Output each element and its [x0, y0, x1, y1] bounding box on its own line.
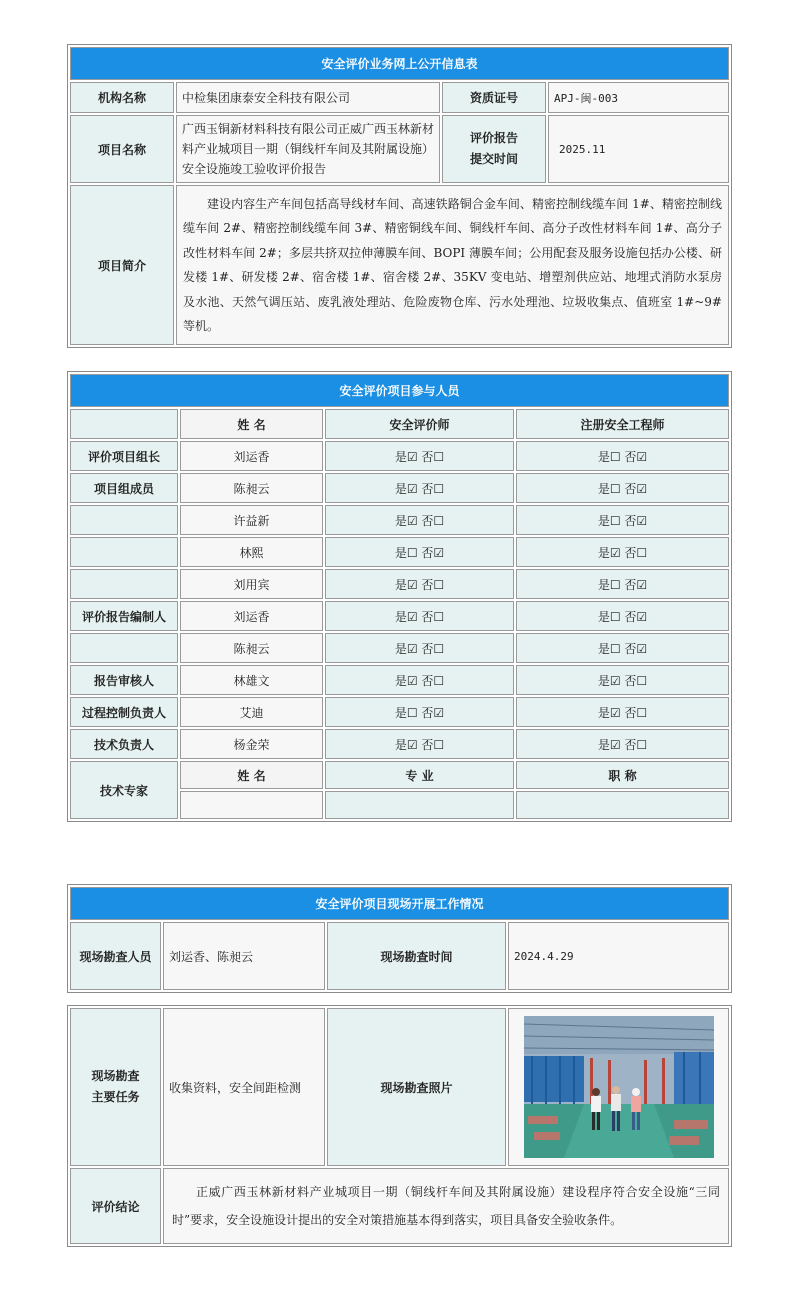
assessor-checkbox-cell: 是☐ 否☑: [325, 537, 514, 567]
personnel-row: [70, 665, 729, 695]
name-cell: 林雄文: [180, 665, 323, 695]
report-time-label-line2: 提交时间: [469, 152, 518, 166]
site-photo: [524, 1016, 714, 1158]
expert-col-major: 专 业: [325, 761, 514, 789]
assessor-checkbox-cell: 是☑ 否☐: [325, 633, 514, 663]
conclusion-label: 评价结论: [70, 1168, 161, 1244]
task-label-line2: 主要任务: [91, 1090, 140, 1104]
survey-time-label: 现场勘查时间: [327, 922, 506, 990]
assessor-checkbox-cell: 是☑ 否☐: [325, 505, 514, 535]
intro-label: 项目简介: [70, 185, 174, 345]
assessor-checkbox-cell: 是☑ 否☐: [325, 665, 514, 695]
name-cell: 杨金荣: [180, 729, 323, 759]
personnel-table: [67, 371, 732, 822]
role-cell: 报告审核人: [70, 665, 178, 695]
name-cell: 刘用宾: [180, 569, 323, 599]
expert-major-cell: [325, 791, 514, 819]
role-cell: 评价项目组长: [70, 441, 178, 471]
expert-label: 技术专家: [70, 761, 178, 819]
cert-label: 资质证号: [442, 82, 546, 113]
personnel-row: [70, 441, 729, 471]
engineer-checkbox-cell: 是☐ 否☑: [516, 569, 729, 599]
cert-value: APJ-闽-003: [548, 82, 729, 113]
role-cell: [70, 569, 178, 599]
personnel-corner-cell: [70, 409, 178, 439]
name-cell: 刘运香: [180, 601, 323, 631]
expert-name-cell: [180, 791, 323, 819]
expert-title-cell: [516, 791, 729, 819]
survey-time-value: 2024.4.29: [508, 922, 729, 990]
name-cell: 许益新: [180, 505, 323, 535]
engineer-checkbox-cell: 是☐ 否☑: [516, 441, 729, 471]
col-engineer-header: 注册安全工程师: [516, 409, 729, 439]
personnel-row: [70, 633, 729, 663]
assessor-checkbox-cell: 是☐ 否☑: [325, 697, 514, 727]
public-info-title: 安全评价业务网上公开信息表: [70, 47, 729, 80]
personnel-row: [70, 729, 729, 759]
col-assessor-header: 安全评价师: [325, 409, 514, 439]
role-cell: 过程控制负责人: [70, 697, 178, 727]
engineer-checkbox-cell: 是☐ 否☑: [516, 505, 729, 535]
report-time-label-line1: 评价报告: [469, 131, 518, 145]
task-label-line1: 现场勘查: [91, 1069, 140, 1083]
expert-col-title: 职 称: [516, 761, 729, 789]
personnel-row: [70, 569, 729, 599]
site-work-table: [67, 884, 732, 993]
engineer-checkbox-cell: 是☑ 否☐: [516, 729, 729, 759]
org-label: 机构名称: [70, 82, 174, 113]
engineer-checkbox-cell: 是☐ 否☑: [516, 601, 729, 631]
col-name-header: 姓 名: [180, 409, 323, 439]
engineer-checkbox-cell: 是☐ 否☑: [516, 633, 729, 663]
role-cell: [70, 537, 178, 567]
assessor-checkbox-cell: 是☑ 否☐: [325, 441, 514, 471]
engineer-checkbox-cell: 是☐ 否☑: [516, 473, 729, 503]
surveyors-label: 现场勘查人员: [70, 922, 161, 990]
personnel-row: [70, 473, 729, 503]
assessor-checkbox-cell: 是☑ 否☐: [325, 729, 514, 759]
conclusion-value: 正威广西玉林新材料产业城项目一期（铜线杆车间及其附属设施）建设程序符合安全设施“三同时”要求，安全设施设计提出的安全对策措施基本得到落实，项目具备安全验收条件。: [163, 1168, 729, 1244]
assessor-checkbox-cell: 是☑ 否☐: [325, 601, 514, 631]
project-value: 广西玉铜新材料科技有限公司正威广西玉林新材料产业城项目一期（铜线杆车间及其附属设施）安全设施竣工验收评价报告: [176, 115, 440, 183]
personnel-row: [70, 601, 729, 631]
intro-value: 建设内容生产车间包括高导线材车间、高速铁路铜合金车间、精密控制线缆车间 1#、精密控制线缆车间 2#、精密控制线缆车间 3#、精密铜线车间、铜线杆车间、高分子改性材料车间 1#、高分子改性材料车间 2#；多层共挤双拉伸薄膜车间、BOPI 薄膜车间；公用配套及服务设施包括办公楼、研发楼 1#、研发楼 2#、宿舍楼 1#、宿舍楼 2#、35KV 变电站、增塑剂供应站、地埋式消防水泵房及水池、天然气调压站、废乳液处理站、危险废物仓库、污水处理池、垃圾收集点、值班室 1#~9#等机。: [176, 185, 729, 345]
project-label: 项目名称: [70, 115, 174, 183]
report-time-label: [442, 115, 546, 183]
task-label: [70, 1008, 161, 1166]
role-cell: 项目组成员: [70, 473, 178, 503]
photo-label: 现场勘查照片: [327, 1008, 506, 1166]
name-cell: 刘运香: [180, 441, 323, 471]
name-cell: 陈昶云: [180, 473, 323, 503]
name-cell: 艾迪: [180, 697, 323, 727]
assessor-checkbox-cell: 是☑ 否☐: [325, 473, 514, 503]
engineer-checkbox-cell: 是☑ 否☐: [516, 697, 729, 727]
role-cell: [70, 505, 178, 535]
personnel-row: [70, 537, 729, 567]
personnel-row: [70, 697, 729, 727]
engineer-checkbox-cell: 是☑ 否☐: [516, 537, 729, 567]
personnel-title: 安全评价项目参与人员: [70, 374, 729, 407]
site-task-table: [67, 1005, 732, 1247]
site-work-title: 安全评价项目现场开展工作情况: [70, 887, 729, 920]
name-cell: 林熙: [180, 537, 323, 567]
assessor-checkbox-cell: 是☑ 否☐: [325, 569, 514, 599]
role-cell: [70, 633, 178, 663]
role-cell: 评价报告编制人: [70, 601, 178, 631]
personnel-row: [70, 505, 729, 535]
surveyors-value: 刘运香、陈昶云: [163, 922, 325, 990]
report-time-value: 2025.11: [548, 115, 729, 183]
role-cell: 技术负责人: [70, 729, 178, 759]
engineer-checkbox-cell: 是☑ 否☐: [516, 665, 729, 695]
name-cell: 陈昶云: [180, 633, 323, 663]
public-info-table: [67, 44, 732, 348]
expert-col-name: 姓 名: [180, 761, 323, 789]
site-photo-cell: [508, 1008, 729, 1166]
org-value: 中检集团康泰安全科技有限公司: [176, 82, 440, 113]
task-value: 收集资料，安全间距检测: [163, 1008, 325, 1166]
